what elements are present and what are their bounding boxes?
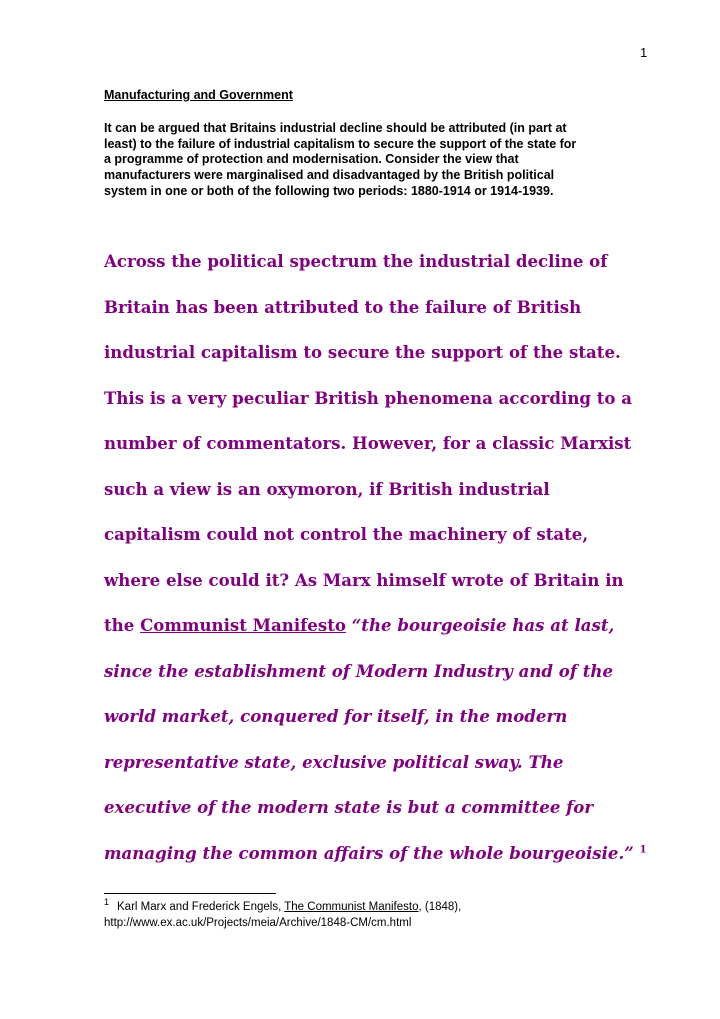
quote-line [104,661,704,707]
quote-text: world market, conquered for itself, in the modern [104,706,568,726]
essay-line: This is a very peculiar British phenomena according to a [104,387,633,408]
footnote-reference[interactable]: 1 [639,843,647,855]
essay-line: Across the political spectrum the industrial decline of [104,251,608,271]
quote-text: executive of the modern state is but a committee for [104,797,594,817]
footnote-url[interactable]: http://www.ex.ac.uk/Projects/meia/Archive/1848-CM/cm.html [104,917,412,929]
footnote-citation [104,899,684,915]
question-line: system in one or both of the following two periods: 1880-1914 or 1914-1939. [104,183,554,198]
essay-line: capitalism could not control the machinery of state, [104,524,589,544]
essay-line: such a view is an oxymoron, if British industrial [104,478,550,499]
question-line: a programme of protection and modernisation. Consider the view that [104,152,519,167]
page-title: Manufacturing and Government [104,88,293,102]
footnote [104,899,684,931]
footnote-title: The Communist Manifesto [284,901,419,913]
question-line: It can be argued that Britains industrial decline should be attributed (in part at [104,121,567,135]
essay-body [104,251,704,888]
communist-manifesto-title: Communist Manifesto [140,615,346,635]
quote-text: since the establishment of Modern Industry and of the [104,660,614,681]
question-line: least) to the failure of industrial capitalism to secure the support of the state for [104,136,577,151]
footnote-number: 1 [104,897,110,908]
essay-line [104,615,704,661]
quote-line [104,797,704,843]
quote-line [104,752,704,798]
footnote-year: , (1848), [418,901,462,913]
essay-line: Britain has been attributed to the failure of British [104,296,582,317]
essay-line: industrial capitalism to secure the support of the state. [104,342,621,362]
essay-question [104,121,664,200]
quote-text: representative state, exclusive political sway. The [104,751,564,772]
page-number: 1 [640,45,648,60]
quote-start: “the bourgeoisie has at last, [345,615,615,635]
question-line: manufacturers were marginalised and disadvantaged by the British political [104,168,555,183]
essay-line: number of commentators. However, for a classic Marxist [104,433,632,453]
quote-line [104,843,704,889]
essay-line-prefix: the [104,615,141,635]
footnote-divider [104,893,276,894]
essay-line: where else could it? As Marx himself wrote of Britain in [104,569,624,590]
quote-text: managing the common affairs of the whole bourgeoisie.” [104,842,634,863]
footnote-authors: Karl Marx and Frederick Engels, [117,901,285,913]
quote-line [104,706,704,752]
